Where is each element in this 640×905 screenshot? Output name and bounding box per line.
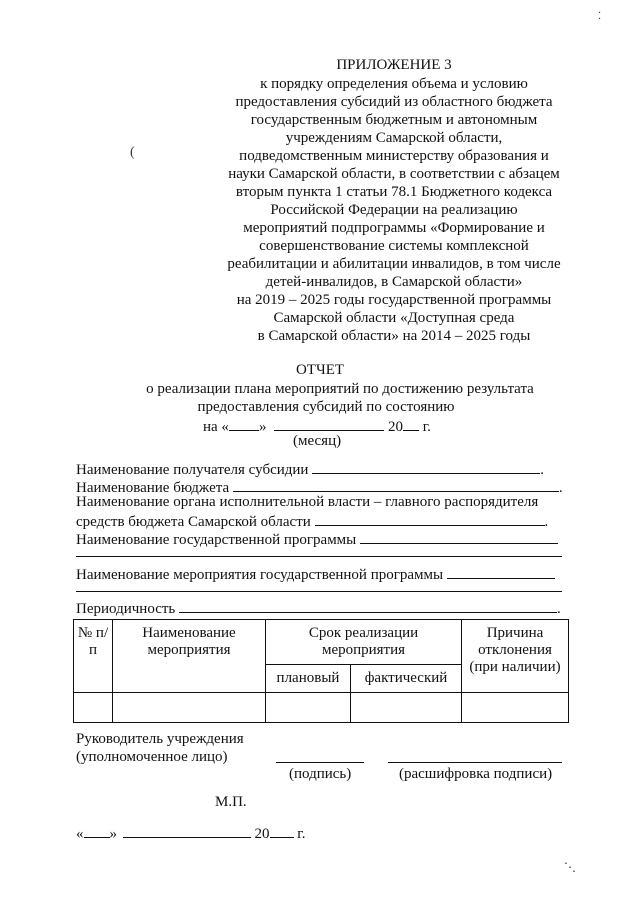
appendix-line: Самарской области «Доступная среда [273, 310, 515, 326]
signature-date [76, 823, 305, 843]
appendix-line: совершенствование системы комплексной [259, 238, 529, 254]
appendix-line: на 2019 – 2025 годы государственной программы [236, 292, 552, 308]
appendix-line: в Самарской области» на 2014 – 2025 годы [257, 328, 531, 344]
report-title: ОТЧЕТ [295, 362, 345, 378]
report-date-suffix: г. [422, 419, 431, 435]
col-planned-header: плановый [266, 665, 351, 693]
appendix-line: вторым пункта 1 статьи 78.1 Бюджетного кодекса [235, 184, 553, 200]
appendix-line: мероприятий подпрограммы «Формирование и [243, 220, 545, 236]
col-num-header: № п/п [74, 620, 113, 693]
field-end: . [544, 514, 549, 530]
sig-date-year: 20 [254, 826, 270, 842]
field-activity-label: Наименование мероприятия государственной программы [76, 567, 444, 583]
field-recipient [76, 459, 570, 479]
scan-mark: ( [130, 145, 135, 160]
cell-name[interactable] [113, 693, 266, 723]
field-end: . [558, 480, 563, 496]
appendix-line: подведомственным министерству образования и [239, 148, 549, 164]
activity-line [76, 590, 562, 592]
cell-actual[interactable] [351, 693, 462, 723]
field-end: . [540, 462, 544, 478]
col-period-header: Срок реализации мероприятия [266, 620, 462, 665]
report-subtitle: о реализации плана мероприятий по достижению результата [146, 381, 534, 397]
field-program [76, 529, 570, 549]
signature-line [276, 761, 364, 763]
sig-date-close: » [109, 826, 117, 842]
field-program-label: Наименование государственной программы [76, 532, 357, 548]
month-hint: (месяц) [293, 433, 342, 449]
report-date-mid: » [258, 419, 267, 435]
head-label: Руководитель учреждения [76, 731, 244, 747]
sig-date-suffix: г. [297, 826, 306, 842]
appendix-title: ПРИЛОЖЕНИЕ 3 [336, 57, 452, 73]
appendix-line: детей-инвалидов, в Самарской области» [265, 274, 523, 290]
cell-num[interactable] [74, 693, 113, 723]
scan-mark: ⋱ [564, 860, 576, 874]
field-authority: Наименование органа исполнительной власти – главного распорядителя [76, 494, 539, 510]
field-budget-label: Наименование бюджета [76, 480, 230, 496]
report-date-year: 20 [387, 419, 403, 435]
field-authority-cont [76, 511, 570, 531]
scan-mark: ⁚ [598, 11, 602, 22]
appendix-line: учреждениям Самарской области, [285, 130, 503, 146]
field-recipient-label: Наименование получателя субсидии [76, 462, 309, 478]
appendix-line: науки Самарской области, в соответствии с абзацем [228, 166, 560, 182]
appendix-line: государственным бюджетным и автономным [250, 112, 538, 128]
field-end: . [557, 601, 561, 617]
cell-planned[interactable] [266, 693, 351, 723]
col-actual-header: фактический [351, 665, 462, 693]
field-periodicity-label: Периодичность [76, 601, 176, 617]
field-periodicity [76, 598, 570, 618]
decode-hint: (расшифровка подписи) [399, 766, 553, 782]
appendix-line: к порядку определения объема и условию [260, 76, 528, 92]
field-activity [76, 564, 570, 584]
col-name-header: Наименование мероприятия [113, 620, 266, 693]
decode-line [388, 761, 562, 763]
field-authority-label: средств бюджета Самарской области [76, 514, 311, 530]
signature-hint: (подпись) [289, 766, 352, 782]
col-reason-header: Причина отклонения (при наличии) [462, 620, 569, 693]
report-subtitle: предоставления субсидий по состоянию [197, 399, 455, 415]
cell-reason[interactable] [462, 693, 569, 723]
head-label-sub: (уполномоченное лицо) [76, 749, 228, 765]
report-date-prefix: на « [203, 419, 229, 435]
sig-date-open: « [76, 826, 84, 842]
stamp-label: М.П. [215, 794, 247, 810]
plan-table [73, 619, 569, 723]
appendix-line: Российской Федерации на реализацию [270, 202, 518, 218]
table-row [74, 693, 569, 723]
appendix-line: реабилитации и абилитации инвалидов, в том числе [227, 256, 561, 272]
program-line [76, 555, 562, 557]
appendix-line: предоставления субсидий из областного бюджета [235, 94, 553, 110]
